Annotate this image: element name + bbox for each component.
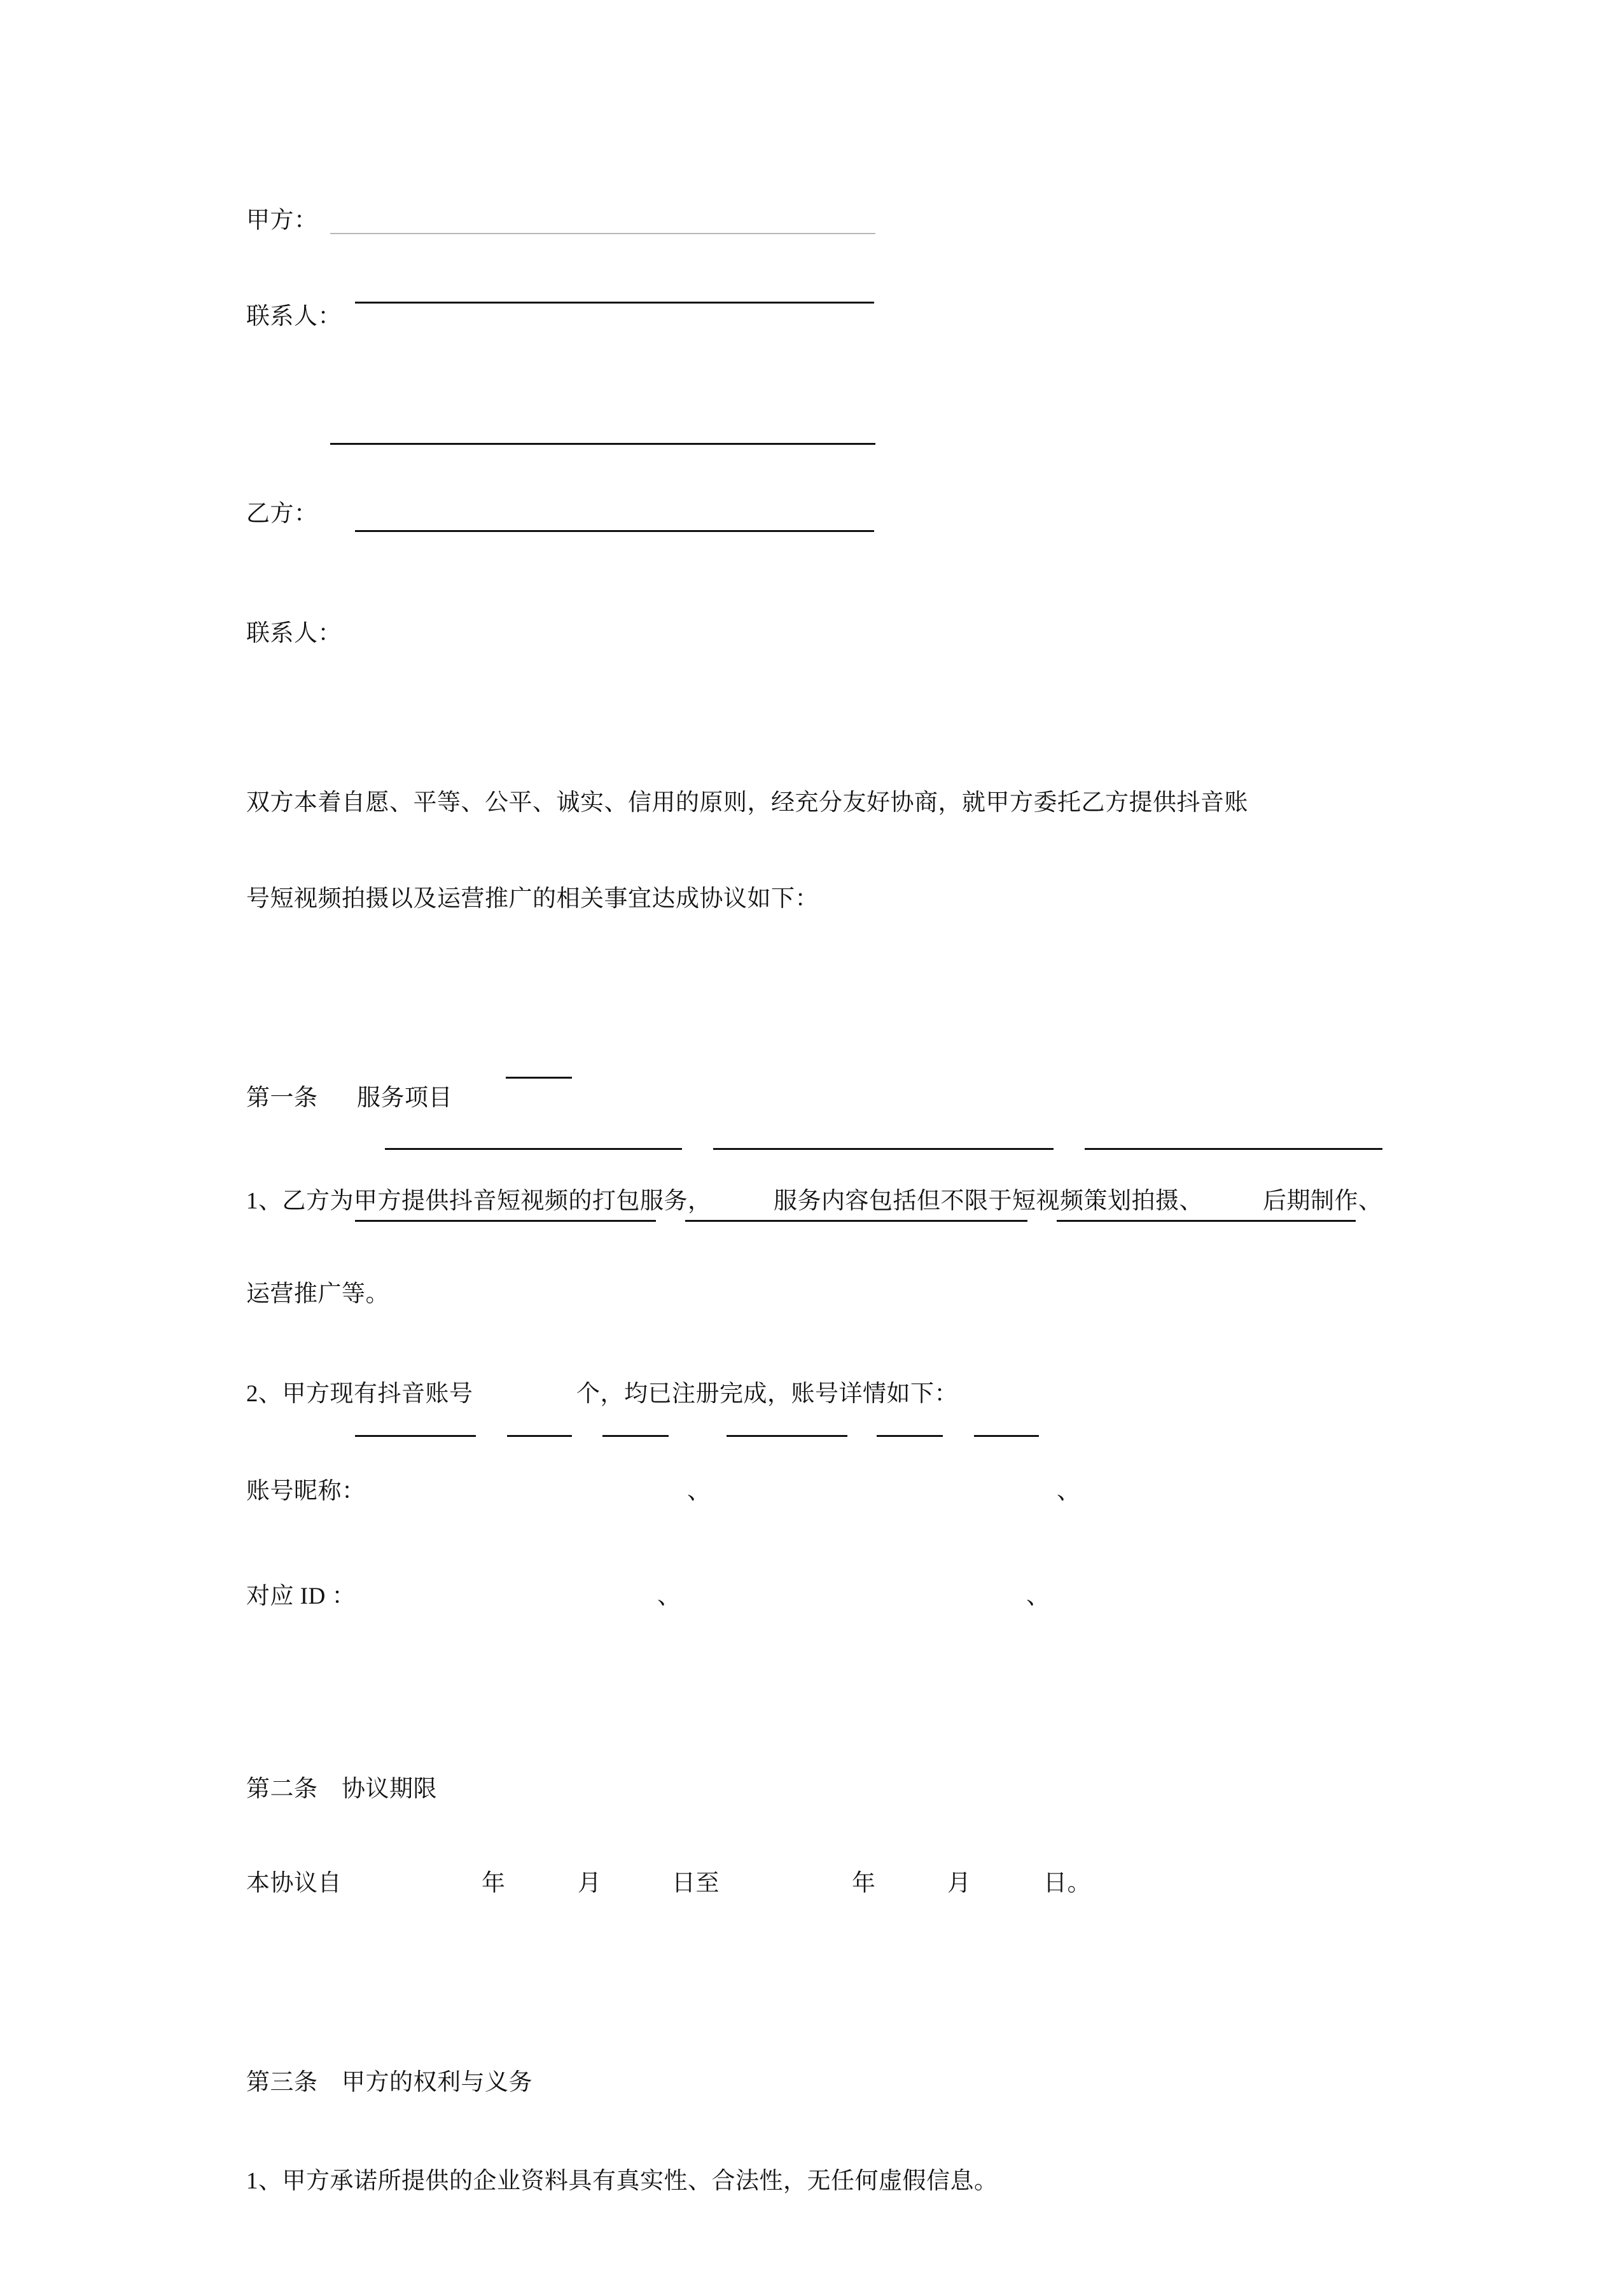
term-day-end: 日。	[1043, 1870, 1091, 1896]
article-1-item-1-part-3: 后期制作、	[1263, 1188, 1382, 1214]
blank-line	[602, 1435, 669, 1437]
article-1-item-1-part-1: 1、乙方为甲方提供抖音短视频的打包服务，	[246, 1188, 712, 1214]
party-b-label: 乙方：	[246, 501, 318, 527]
blank-line	[713, 1148, 1054, 1150]
account-id-label: 对应 ID ：	[246, 1583, 356, 1609]
party-b-blank-line	[355, 530, 874, 532]
term-month-start: 月	[578, 1870, 602, 1896]
article-1-item-1-continuation: 运营推广等。	[246, 1281, 389, 1307]
separator: 、	[1057, 1478, 1081, 1504]
article-1-title: 服务项目	[357, 1085, 452, 1111]
blank-line	[385, 1148, 682, 1150]
article-2-number: 第二条	[246, 1776, 318, 1802]
preamble-line-1: 双方本着自愿、平等、公平、诚实、信用的原则，经充分友好协商，就甲方委托乙方提供抖音账	[246, 790, 1248, 816]
separator: 、	[657, 1583, 681, 1609]
article-3-number: 第三条	[246, 2069, 318, 2096]
article-3-title: 甲方的权利与义务	[342, 2069, 532, 2096]
separator: 、	[687, 1478, 711, 1504]
blank-line	[355, 1435, 476, 1437]
term-day-to: 日至	[672, 1870, 720, 1896]
account-nickname-label: 账号昵称：	[246, 1478, 366, 1504]
blank-line	[330, 443, 875, 445]
term-prefix: 本协议自	[246, 1870, 342, 1896]
blank-line	[877, 1435, 943, 1437]
blank-line	[1085, 1148, 1382, 1150]
article-1-item-2-part-1: 2、甲方现有抖音账号	[246, 1381, 473, 1407]
underline	[685, 1220, 1027, 1222]
article-2-title: 协议期限	[342, 1776, 437, 1802]
article-1-number: 第一条	[246, 1085, 318, 1111]
article-1-item-2-part-2: 个，均已注册完成，账号详情如下：	[576, 1381, 958, 1407]
preamble-line-2: 号短视频拍摄以及运营推广的相关事宜达成协议如下：	[246, 886, 819, 912]
party-a-contact-blank-line	[355, 302, 874, 304]
blank-line	[507, 1435, 572, 1437]
article-3-item-1: 1、甲方承诺所提供的企业资料具有真实性、合法性，无任何虚假信息。	[246, 2168, 998, 2194]
separator: 、	[1026, 1583, 1050, 1609]
party-a-contact-label: 联系人：	[246, 304, 342, 330]
blank-line	[506, 1077, 572, 1079]
article-1-item-1-part-2: 服务内容包括但不限于短视频策划拍摄、	[774, 1188, 1203, 1214]
term-year-end: 年	[852, 1870, 876, 1896]
blank-line	[974, 1435, 1039, 1437]
party-b-contact-label: 联系人：	[246, 620, 342, 647]
party-a-label: 甲方：	[246, 207, 318, 234]
blank-line	[727, 1435, 847, 1437]
term-month-end: 月	[947, 1870, 971, 1896]
term-year-start: 年	[482, 1870, 506, 1896]
underline	[1057, 1220, 1356, 1222]
underline	[355, 1220, 656, 1222]
party-a-blank-line	[330, 233, 875, 234]
